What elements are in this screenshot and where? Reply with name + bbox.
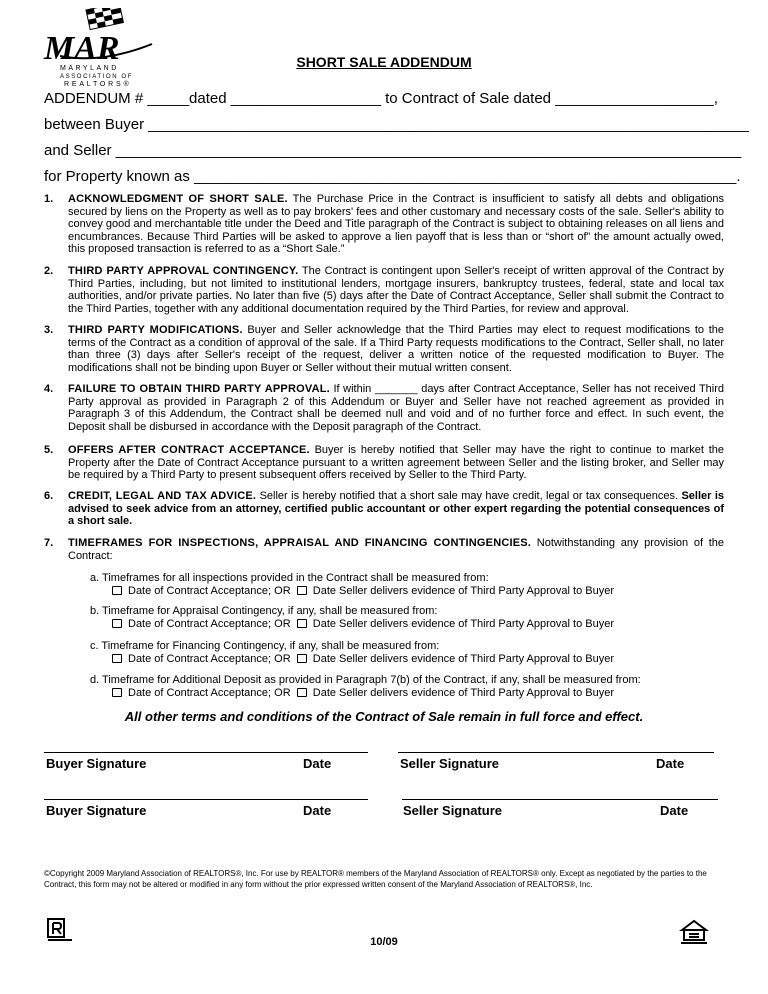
buyer-signature-line-1[interactable] <box>44 752 368 753</box>
buyer-date-label: Date <box>303 803 332 818</box>
equal-housing-icon <box>678 918 710 946</box>
buyer-signature-line-2[interactable] <box>44 799 368 800</box>
term-1: 1. ACKNOWLEDGMENT OF SHORT SALE. The Purchase Price in the Contract is insufficient to satisfy all debts and obligations secured by liens on the Property as well as to pay brokers' fees and other customary and necessary costs of the sale. Seller's ability to convey good and merchantable title under the Deed and Title paragraph of the Contract is subject to obtaining releases on all liens and encumbrances. Because Third Parties will be asked to approve a lien payoff that is less than or “short of” the amount actually owed, this proposed transaction is referred to as a “Short Sale.” <box>44 193 724 255</box>
seller-signature-label: Seller Signature <box>403 803 502 818</box>
checkbox-d-acceptance[interactable] <box>112 688 122 697</box>
term-2: 2. THIRD PARTY APPROVAL CONTINGENCY. The Contract is contingent upon Seller's receipt of written approval of the Contract by Third Parties, including, but not limited to institutional lenders, mortgage insurers, bankruptcy trustees, federal, state and local tax authorities, and/or private parties. No later than five (5) days after the Date of Contract Acceptance, Seller shall submit the Contract to the Third Parties, together with any additional documentation required by the Third Parties, for review and approval. <box>44 265 725 315</box>
svg-text:ASSOCIATION OF: ASSOCIATION OF <box>60 74 133 80</box>
svg-text:MAR: MAR <box>44 30 120 67</box>
buyer-date-label: Date <box>303 756 332 771</box>
seller-signature-line-1[interactable] <box>398 752 714 753</box>
subitem-c: c. Timeframe for Financing Contingency, if any, shall be measured from: Date of Contract Acceptance; OR Date Seller delivers evidence of Third Party Approval to Buyer <box>90 640 614 665</box>
seller-date-label: Date <box>660 803 689 818</box>
subitem-a: a. Timeframes for all inspections provided in the Contract shall be measured from: Date of Contract Acceptance; OR Date Seller delivers evidence of Third Party Approval to Buyer <box>90 572 614 597</box>
checkbox-b-third-party[interactable] <box>297 619 307 628</box>
closing-statement: All other terms and conditions of the Contract of Sale remain in full force and effect. <box>124 709 644 724</box>
term-3: 3. THIRD PARTY MODIFICATIONS. Buyer and Seller acknowledge that the Third Parties may elect to request modifications to the terms of the Contract as a condition of approval of the sale. If a Third Party requests modifications to the Contract, Seller shall, no later than three (3) days after Seller's receipt of the request, deliver a written notice of the requested modification to Buyer. The modifications shall not be binding upon Buyer or Seller without their mutual written consent. <box>44 324 724 374</box>
seller-line[interactable]: and Seller ___________________________________________________________________________ <box>44 142 742 159</box>
addendum-number-line[interactable]: ADDENDUM # _____dated __________________ to Contract of Sale dated ___________________, <box>44 90 718 107</box>
property-line[interactable]: for Property known as _________________________________________________________________. <box>44 168 741 185</box>
checkbox-d-third-party[interactable] <box>297 688 307 697</box>
seller-date-label: Date <box>656 756 685 771</box>
form-version: 10/09 <box>370 936 398 948</box>
page-title: SHORT SALE ADDENDUM <box>296 54 472 70</box>
subitem-d: d. Timeframe for Additional Deposit as provided in Paragraph 7(b) of the Contract, if any, shall be measured from: Date of Contract Acceptance; OR Date Seller delivers evidence of Third Party Approval to Buyer <box>90 674 641 699</box>
checkbox-a-third-party[interactable] <box>297 586 307 595</box>
seller-signature-line-2[interactable] <box>402 799 718 800</box>
buyer-signature-label: Buyer Signature <box>46 756 147 771</box>
term-5: 5. OFFERS AFTER CONTRACT ACCEPTANCE. Buyer is hereby notified that Seller may have the right to continue to market the Property after the Date of Contract Acceptance pursuant to a written agreement between Seller and the listing broker, and Seller may be required by a Third Party to present subsequent offers received by Seller to the Third Party. <box>44 444 725 481</box>
checkbox-a-acceptance[interactable] <box>112 586 122 595</box>
checkbox-c-acceptance[interactable] <box>112 654 122 663</box>
term-7: 7. TIMEFRAMES FOR INSPECTIONS, APPRAISAL AND FINANCING CONTINGENCIES. Notwithstanding any provision of the Contract: <box>44 537 724 562</box>
buyer-signature-label: Buyer Signature <box>46 803 147 818</box>
checkbox-b-acceptance[interactable] <box>112 619 122 628</box>
terms-list <box>44 0 724 994</box>
svg-text:REALTORS®: REALTORS® <box>64 81 132 88</box>
term-4: 4. FAILURE TO OBTAIN THIRD PARTY APPROVAL. If within _______ days after Contract Acceptance, Seller has not received Third Party approval as provided in Paragraph 2 of this Addendum or Buyer and Seller have not reached agreement as provided in Paragraph 3 of this Addendum, the Contract shall be deemed null and void and of no further force and effect. In such event, the Deposit shall be disbursed in accordance with the Deposit paragraph of the Contract. <box>44 383 725 433</box>
seller-signature-label: Seller Signature <box>400 756 499 771</box>
svg-text:MARYLAND: MARYLAND <box>60 65 119 72</box>
buyer-line[interactable]: between Buyer ________________________________________________________________________ <box>44 116 749 133</box>
subitem-b: b. Timeframe for Appraisal Contingency, if any, shall be measured from: Date of Contract Acceptance; OR Date Seller delivers evidence of Third Party Approval to Buyer <box>90 605 614 630</box>
term-6: 6. CREDIT, LEGAL AND TAX ADVICE. Seller is hereby notified that a short sale may have credit, legal or tax consequences. Seller is advised to seek advice from an attorney, certified public accountant or other expert regarding the potential consequences of a short sale. <box>44 490 724 527</box>
checkbox-c-third-party[interactable] <box>297 654 307 663</box>
copyright-notice: ©Copyright 2009 Maryland Association of REALTORS®, Inc. For use by REALTOR® members of the Maryland Association of REALTORS® only. Except as negotiated by the parties to the Contract, this form may not be altered or modified in any form without the prior expressed written consent of the Maryland Association of REALTORS®, Inc. <box>44 869 707 889</box>
